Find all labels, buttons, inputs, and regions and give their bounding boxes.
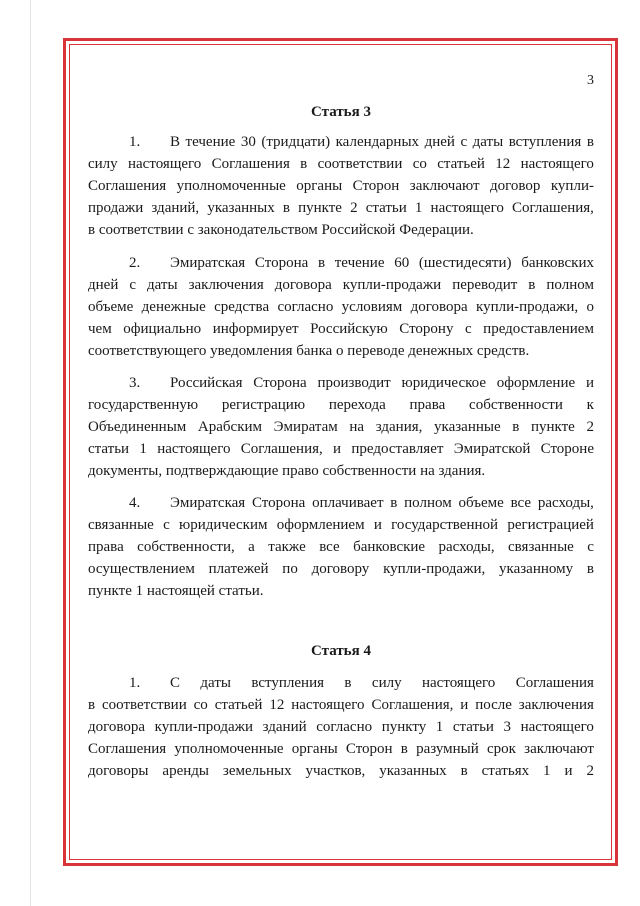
article-3-p4-line-4: осуществлением платежей по договору купли-продажи, указанному в [88,561,594,577]
article-3-p1-line-5: в соответствии с законодательством Российской Федерации. [88,222,474,238]
article-4-p1-line-5: договоры аренды земельных участков, указанных в статьях 1 и 2 [88,763,594,779]
article-3-p3-line-5: документы, подтверждающие право собственности на здания. [88,463,486,479]
paragraph-number: 2. [129,255,141,271]
article-4-p1-line-4: Соглашения уполномоченные органы Сторон в разумный срок заключают [88,741,594,757]
article-3-p2-line-1: 2. Эмиратская Сторона в течение 60 (шестидесяти) банковских [88,252,594,274]
article-3-p3-line-4: статьи 1 настоящего Соглашения, и предоставляет Эмиратской Стороне [88,441,594,457]
paragraph-number: 1. [129,134,141,150]
article-4-p1-line-2: в соответствии со статьей 12 настоящего Соглашения, и после заключения [88,697,594,713]
article-3-p2-line-3: объеме денежные средства согласно условиям договора купли-продажи, о [88,299,594,315]
article-3-p4-line-1: 4. Эмиратская Сторона оплачивает в полном объеме все расходы, [88,492,594,514]
article-3-p2-line-5: соответствующего уведомления банка о переводе денежных средств. [88,343,530,359]
article-4-p1-line-3: договора купли-продажи зданий согласно пункту 1 статьи 3 настоящего [88,719,594,735]
article-3-p3-line-3: Объединенным Арабским Эмиратам на здания, указанные в пункте 2 [88,419,594,435]
article-3-p2-line-2: дней с даты заключения договора купли-продажи переводит в полном [88,277,594,293]
page-number: 3 [587,73,594,88]
article-3-p4-line-2: связанные с юридическим оформлением и государственной регистрацией [88,517,594,533]
article-4-p1-line-1: 1. С даты вступления в силу настоящего Соглашения [88,672,594,694]
article-3-heading: Статья 3 [311,104,371,120]
article-3-p4-line-3: права собственности, а также все банковские расходы, связанные с [88,539,594,555]
article-3-p2-line-4: чем официально информирует Российскую Сторону с предоставлением [88,321,594,337]
article-3-p3-line-1: 3. Российская Сторона производит юридическое оформление и [88,372,594,394]
article-4-heading: Статья 4 [311,643,371,659]
article-3-p1-line-1: 1. В течение 30 (тридцати) календарных дней с даты вступления в [88,131,594,153]
binding-line [30,0,31,906]
paragraph-number: 3. [129,375,141,391]
article-3-p1-line-4: продажи зданий, указанных в пункте 2 статьи 1 настоящего Соглашения, [88,200,594,216]
article-3-p1-line-3: Соглашения уполномоченные органы Сторон заключают договор купли- [88,178,594,194]
article-3-p4-line-5: пункте 1 настоящей статьи. [88,583,264,599]
paragraph-number: 4. [129,495,141,511]
article-3-p1-line-2: силу настоящего Соглашения в соответствии со статьей 12 настоящего [88,156,594,172]
article-3-p3-line-2: государственную регистрацию перехода права собственности к [88,397,594,413]
paragraph-number: 1. [129,675,141,691]
